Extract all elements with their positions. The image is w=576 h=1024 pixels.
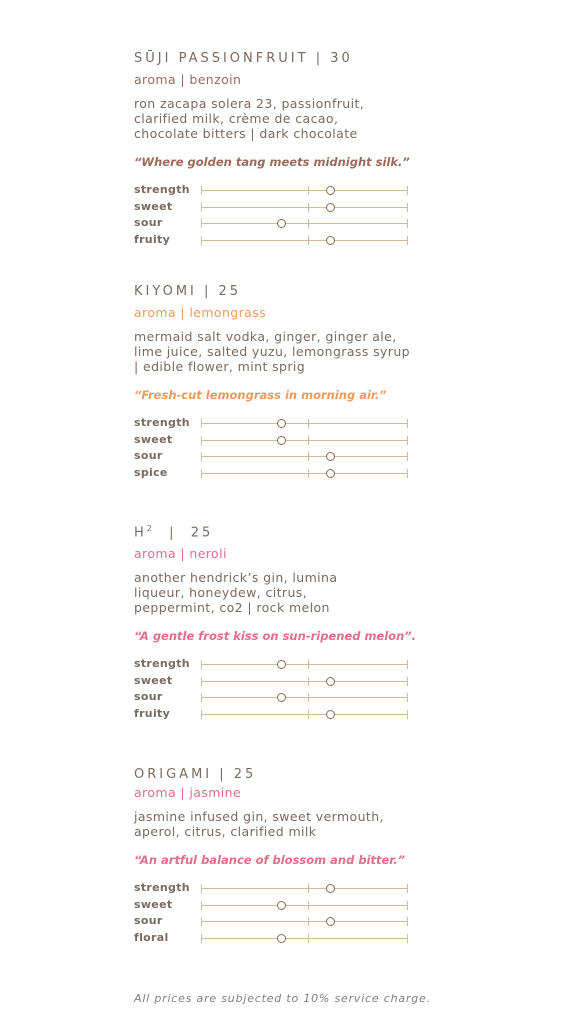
cocktail-origami xyxy=(134,767,434,947)
flavor-profile xyxy=(134,657,434,723)
flavor-scale-track xyxy=(201,664,408,665)
scale-tick xyxy=(308,452,309,461)
cocktail-h2 xyxy=(134,524,434,723)
flavor-profile xyxy=(134,183,434,249)
scale-tick xyxy=(308,469,309,478)
scale-tick xyxy=(308,419,309,428)
flavor-row-sour xyxy=(134,914,434,931)
ingredients-line: | edible flower, mint sprig xyxy=(134,359,306,374)
ingredients xyxy=(134,570,434,615)
ingredients-line: chocolate bitters | dark chocolate xyxy=(134,126,358,141)
scale-tick xyxy=(308,186,309,195)
scale-tick xyxy=(407,236,408,245)
scale-tick xyxy=(201,186,202,195)
scale-tick xyxy=(407,419,408,428)
flavor-row-floral xyxy=(134,931,434,948)
scale-tick xyxy=(201,219,202,228)
scale-tick xyxy=(308,219,309,228)
ingredients-line: clarified milk, crème de cacao, xyxy=(134,111,339,126)
flavor-level-marker xyxy=(326,710,335,719)
flavor-scale-track xyxy=(201,207,408,208)
flavor-label: floral xyxy=(134,930,169,944)
ingredients-line: ron zacapa solera 23, passionfruit, xyxy=(134,96,365,111)
flavor-label: strength xyxy=(134,657,190,671)
tasting-quote: “A gentle frost kiss on sun-ripened melon”. xyxy=(134,629,417,644)
flavor-level-marker xyxy=(277,693,286,702)
scale-tick xyxy=(201,917,202,926)
flavor-label: sweet xyxy=(134,897,173,911)
scale-tick xyxy=(308,710,309,719)
flavor-label: strength xyxy=(134,881,190,894)
flavor-level-marker xyxy=(326,917,335,926)
title-superscript: 2 xyxy=(146,524,155,533)
scale-tick xyxy=(407,693,408,702)
flavor-level-marker xyxy=(326,469,335,478)
flavor-row-sour xyxy=(134,449,434,466)
flavor-scale-track xyxy=(201,456,408,457)
scale-tick xyxy=(201,934,202,943)
flavor-scale-track xyxy=(201,714,408,715)
flavor-level-marker xyxy=(326,203,335,212)
flavor-label: spice xyxy=(134,465,168,479)
aroma-line: aroma | benzoin xyxy=(134,72,242,87)
flavor-row-strength xyxy=(134,183,434,200)
cocktail-title: ORIGAMI | 25 xyxy=(134,767,257,782)
scale-tick xyxy=(407,436,408,445)
scale-tick xyxy=(308,884,309,893)
scale-tick xyxy=(201,710,202,719)
scale-tick xyxy=(308,934,309,943)
scale-tick xyxy=(407,884,408,893)
cocktail-title: KIYOMI | 25 xyxy=(134,284,242,299)
scale-tick xyxy=(308,901,309,910)
cocktail-suji-passionfruit xyxy=(134,51,434,249)
scale-tick xyxy=(201,677,202,686)
flavor-scale-track xyxy=(201,921,408,922)
flavor-level-marker xyxy=(326,452,335,461)
flavor-scale-track xyxy=(201,681,408,682)
flavor-row-sweet xyxy=(134,433,434,450)
cocktail-title: SŪJI PASSIONFRUIT | 30 xyxy=(134,51,353,66)
flavor-level-marker xyxy=(326,677,335,686)
title-price: | 25 xyxy=(154,525,214,541)
scale-tick xyxy=(407,677,408,686)
flavor-label: sour xyxy=(134,914,163,927)
scale-tick xyxy=(201,884,202,893)
aroma-line: aroma | neroli xyxy=(134,546,227,562)
scale-tick xyxy=(407,934,408,943)
cocktail-kiyomi xyxy=(134,284,434,482)
ingredients-line: peppermint, co2 | rock melon xyxy=(134,600,330,616)
scale-tick xyxy=(201,236,202,245)
ingredients xyxy=(134,809,434,839)
flavor-scale-track xyxy=(201,473,408,474)
cocktail-title xyxy=(134,524,434,540)
tasting-quote: “An artful balance of blossom and bitter.” xyxy=(134,853,406,867)
flavor-row-strength xyxy=(134,657,434,674)
flavor-level-marker xyxy=(277,660,286,669)
scale-tick xyxy=(407,186,408,195)
ingredients xyxy=(134,96,434,141)
flavor-scale-track xyxy=(201,240,408,241)
scale-tick xyxy=(407,901,408,910)
scale-tick xyxy=(407,219,408,228)
flavor-label: sweet xyxy=(134,673,173,687)
tasting-quote: “Where golden tang meets midnight silk.” xyxy=(134,155,410,169)
ingredients-line: aperol, citrus, clarified milk xyxy=(134,824,317,839)
flavor-label: sour xyxy=(134,690,163,704)
scale-tick xyxy=(201,452,202,461)
flavor-label: sweet xyxy=(134,432,173,446)
scale-tick xyxy=(407,203,408,212)
flavor-label: strength xyxy=(134,183,190,196)
flavor-row-sweet xyxy=(134,674,434,691)
scale-tick xyxy=(308,436,309,445)
scale-tick xyxy=(308,693,309,702)
scale-tick xyxy=(308,677,309,686)
flavor-level-marker xyxy=(277,219,286,228)
aroma-line: aroma | jasmine xyxy=(134,785,242,800)
flavor-level-marker xyxy=(277,934,286,943)
flavor-profile xyxy=(134,881,434,947)
service-charge-note: All prices are subjected to 10% service charge. xyxy=(134,992,431,1005)
flavor-label: sour xyxy=(134,449,163,462)
flavor-row-sweet xyxy=(134,898,434,915)
ingredients-line: another hendrick’s gin, lumina xyxy=(134,570,338,586)
flavor-level-marker xyxy=(326,884,335,893)
scale-tick xyxy=(308,917,309,926)
flavor-scale-track xyxy=(201,190,408,191)
flavor-row-strength xyxy=(134,881,434,898)
flavor-level-marker xyxy=(277,901,286,910)
scale-tick xyxy=(201,203,202,212)
flavor-scale-track xyxy=(201,223,408,224)
flavor-row-fruity xyxy=(134,707,434,724)
flavor-scale-track xyxy=(201,938,408,939)
flavor-level-marker xyxy=(277,436,286,445)
aroma-line: aroma | lemongrass xyxy=(134,305,267,320)
flavor-label: sour xyxy=(134,216,163,229)
flavor-scale-track xyxy=(201,423,408,424)
flavor-label: fruity xyxy=(134,706,171,720)
flavor-scale-track xyxy=(201,905,408,906)
scale-tick xyxy=(407,469,408,478)
flavor-scale-track xyxy=(201,697,408,698)
flavor-row-spice xyxy=(134,466,434,483)
scale-tick xyxy=(308,236,309,245)
ingredients-line: liqueur, honeydew, citrus, xyxy=(134,585,308,601)
flavor-scale-track xyxy=(201,888,408,889)
scale-tick xyxy=(201,660,202,669)
flavor-row-sour xyxy=(134,216,434,233)
scale-tick xyxy=(407,710,408,719)
flavor-profile xyxy=(134,416,434,482)
ingredients-line: jasmine infused gin, sweet vermouth, xyxy=(134,809,384,824)
flavor-level-marker xyxy=(277,419,286,428)
scale-tick xyxy=(201,901,202,910)
scale-tick xyxy=(201,693,202,702)
flavor-row-sour xyxy=(134,690,434,707)
ingredients-line: lime juice, salted yuzu, lemongrass syrup xyxy=(134,344,411,359)
flavor-scale-track xyxy=(201,440,408,441)
scale-tick xyxy=(201,469,202,478)
flavor-row-sweet xyxy=(134,200,434,217)
title-main: H xyxy=(134,525,147,541)
tasting-quote: “Fresh-cut lemongrass in morning air.” xyxy=(134,388,387,402)
scale-tick xyxy=(407,452,408,461)
scale-tick xyxy=(201,419,202,428)
flavor-label: sweet xyxy=(134,199,173,213)
scale-tick xyxy=(201,436,202,445)
flavor-row-fruity xyxy=(134,233,434,250)
flavor-level-marker xyxy=(326,186,335,195)
scale-tick xyxy=(407,917,408,926)
ingredients-line: mermaid salt vodka, ginger, ginger ale, xyxy=(134,329,397,344)
scale-tick xyxy=(308,203,309,212)
flavor-label: fruity xyxy=(134,232,171,246)
flavor-row-strength xyxy=(134,416,434,433)
scale-tick xyxy=(308,660,309,669)
flavor-label: strength xyxy=(134,416,190,429)
flavor-level-marker xyxy=(326,236,335,245)
scale-tick xyxy=(407,660,408,669)
ingredients xyxy=(134,329,434,374)
